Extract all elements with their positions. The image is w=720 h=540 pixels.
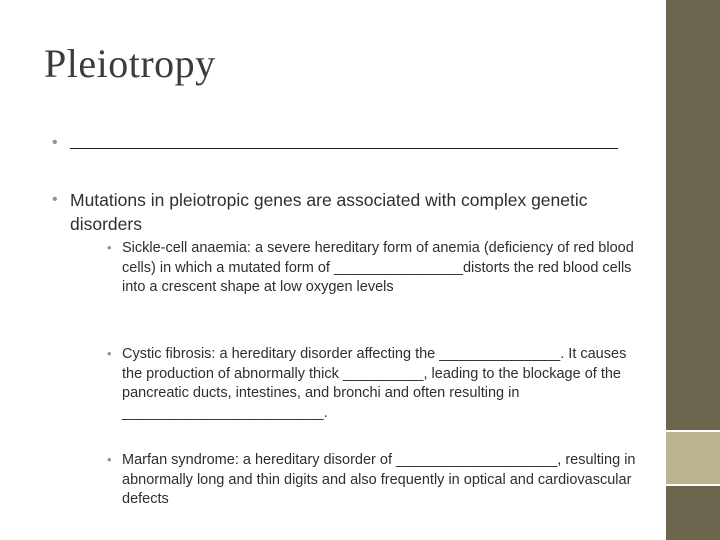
- sub-bullet-icon: •: [107, 240, 112, 255]
- sub-bullet-icon: •: [107, 452, 112, 467]
- bullet-icon: •: [52, 191, 58, 208]
- sub-bullet-icon: •: [107, 346, 112, 361]
- decorative-band-top: [666, 0, 720, 430]
- bullet-mutations: Mutations in pleiotropic genes are associated with complex genetic disorders: [70, 190, 588, 234]
- sub-bullet-marfan: Marfan syndrome: a hereditary disorder of ____________________, resulting in abnormally long and thin digits and also frequently in optical and cardiovascular defects: [122, 452, 636, 507]
- sub-bullet-cystic-fibrosis: Cystic fibrosis: a hereditary disorder affecting the _______________. It causes the production of abnormally thick __________, leading to the blockage of the pancreatic ducts, intestines, and bronchi and often resulting in _________________________.: [122, 346, 627, 421]
- decorative-band-accent: [666, 432, 720, 484]
- bullet-icon: •: [52, 134, 58, 151]
- decorative-band-bottom: [666, 486, 720, 540]
- slide-title: Pleiotropy: [44, 41, 216, 86]
- fill-in-blank-line: [70, 148, 618, 149]
- sub-bullet-sickle-cell: Sickle-cell anaemia: a severe hereditary form of anemia (deficiency of red blood cells) in which a mutated form of ________________distorts the red blood cells into a crescent shape at low oxygen levels: [122, 240, 634, 295]
